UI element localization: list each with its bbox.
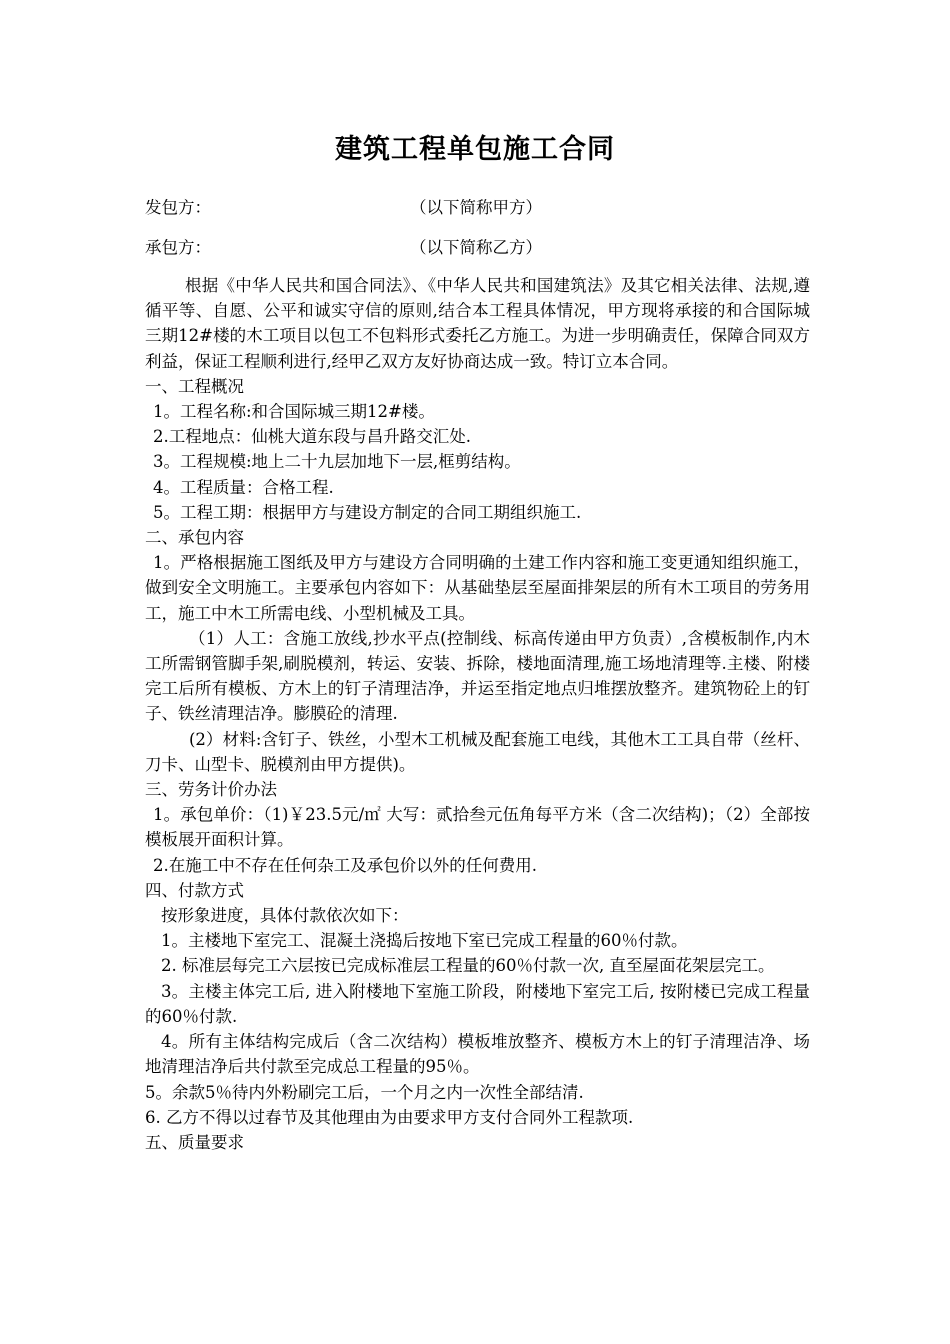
section-heading-scope: 二、承包内容 <box>145 528 244 548</box>
intro-paragraph: 根据《中华人民共和国合同法》、《中华人民共和国建筑法》及其它相关法律、法规,遵循平等、自愿、公平和诚实守信的原则,结合本工程具体情况，甲方现将承接的和合国际城三期12#楼的木工项目以包工不包料形式委托乙方施工。为进一步明确责任，保障合同双方利益，保证工程顺利进行,经甲乙双方友好协商达成一致。特订立本合同。 <box>145 276 810 371</box>
contractor-label: 承包方： <box>145 238 211 257</box>
document-body <box>145 193 810 1155</box>
scope-labor-paragraph: （1）人工：含施工放线,抄水平点(控制线、标高传递由甲方负责）,含模板制作,内木工所需钢管脚手架,刷脱模剂，转运、安装、拆除，楼地面清理,施工场地清理等.主楼、附楼完工后所有模板、方木上的钉子清理洁净，并运至指定地点归堆摆放整齐。建筑物砼上的钉子、铁丝清理洁净。膨膜砼的清理. <box>145 628 810 724</box>
pricing-paragraph: 1。承包单价：（1)￥23.5元/㎡ 大写：贰拾叁元伍角每平方米（含二次结构)；（2）全部按模板展开面积计算。 <box>145 805 810 850</box>
contractor-note: （以下简称乙方） <box>410 238 542 257</box>
payment-item: 5。余款5％待内外粉刷完工后，一个月之内一次性全部结清. <box>145 1082 584 1102</box>
section-heading-overview: 一、工程概况 <box>145 376 244 396</box>
scope-paragraph: 1。严格根据施工图纸及甲方与建设方合同明确的土建工作内容和施工变更通知组织施工，做到安全文明施工。主要承包内容如下：从基础垫层至屋面排架层的所有木工项目的劳务用工，施工中木工所需电线、小型机械及工具。 <box>145 553 810 623</box>
contractor-line <box>145 233 810 273</box>
overview-item: 5。工程工期：根据甲方与建设方制定的合同工期组织施工. <box>153 502 582 522</box>
pricing-paragraph: 2.在施工中不存在任何杂工及承包价以外的任何费用. <box>153 855 537 875</box>
payment-lead: 按形象进度，具体付款依次如下： <box>161 906 409 926</box>
overview-item: 2.工程地点：仙桃大道东段与昌升路交汇处. <box>153 427 471 447</box>
overview-item: 3。工程规模:地上二十九层加地下一层,框剪结构。 <box>153 452 521 472</box>
section-heading-quality: 五、质量要求 <box>145 1132 244 1152</box>
section-heading-pricing: 三、劳务计价办法 <box>145 780 277 800</box>
payment-item: 1。主楼地下室完工、混凝土浇捣后按地下室已完成工程量的60％付款。 <box>161 931 688 951</box>
payment-item: 6. 乙方不得以过春节及其他理由为由要求甲方支付合同外工程款项. <box>145 1107 634 1127</box>
payment-item: 4。所有主体结构完成后（含二次结构）模板堆放整齐、模板方木上的钉子清理洁净、场地清理洁净后共付款至完成总工程量的95％。 <box>145 1032 810 1077</box>
section-heading-payment: 四、付款方式 <box>145 880 244 900</box>
employer-label: 发包方： <box>145 198 211 217</box>
payment-item: 2. 标准层每完工六层按已完成标准层工程量的60％付款一次, 直至屋面花架层完工。 <box>161 956 775 976</box>
overview-item: 4。工程质量：合格工程. <box>153 477 334 497</box>
scope-material-paragraph: (2）材料:含钉子、铁丝，小型木工机械及配套施工电线，其他木工工具自带（丝杆、刀卡、山型卡、脱模剂由甲方提供)。 <box>145 729 810 774</box>
payment-item: 3。主楼主体完工后, 进入附楼地下室施工阶段，附楼地下室完工后, 按附楼已完成工程量的60％付款. <box>145 981 810 1026</box>
overview-item: 1。工程名称:和合国际城三期12#楼。 <box>153 402 435 422</box>
employer-note: （以下简称甲方） <box>410 198 542 217</box>
employer-line <box>145 193 810 233</box>
document-title: 建筑工程单包施工合同 <box>335 134 615 165</box>
